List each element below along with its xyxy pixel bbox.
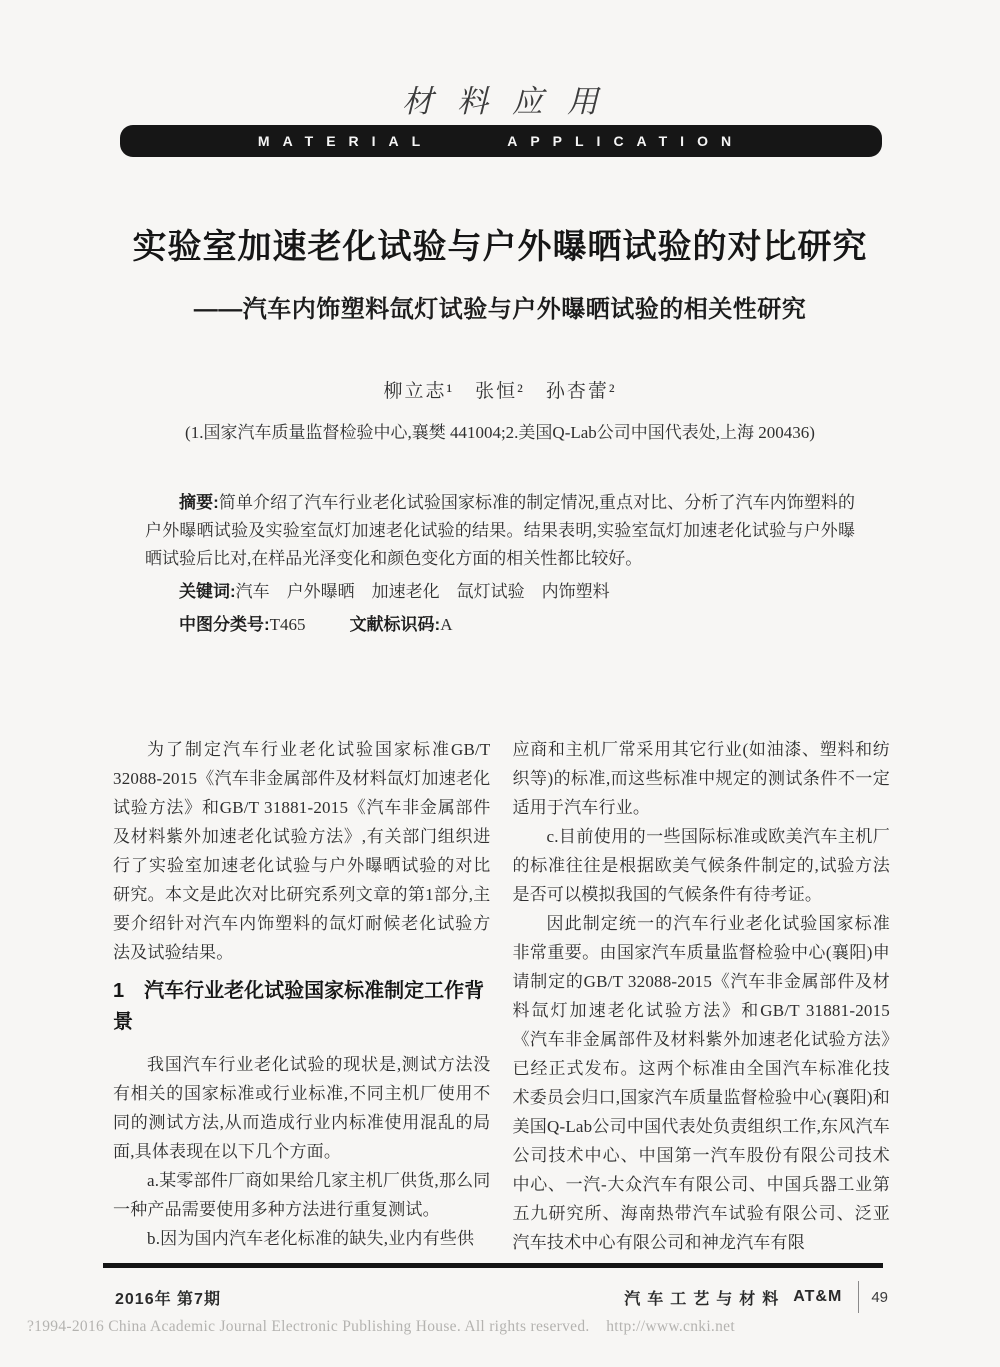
abstract-label: 摘要: xyxy=(179,493,219,512)
paragraph-status: 我国汽车行业老化试验的现状是,测试方法没有相关的国家标准或行业标准,不同主机厂使用不同的测试方法,从而造成行业内标准使用混乱的局面,具体表现在以下几个方面。 xyxy=(113,1055,491,1161)
section-band xyxy=(120,125,882,157)
body-columns xyxy=(113,735,890,1257)
copyright-line: ?1994-2016 China Academic Journal Electronic Publishing House. All rights reserved. http://www.cnki.net xyxy=(27,1318,735,1335)
paragraph-item-a: a.某零部件厂商如果给几家主机厂供货,那么同一种产品需要使用多种方法进行重复测试。 xyxy=(113,1171,491,1219)
footer-journal-name-en: AT&M xyxy=(793,1288,843,1305)
affiliation-line: (1.国家汽车质量监督检验中心,襄樊 441004;2.美国Q-Lab公司中国代表处,上海 200436) xyxy=(185,423,815,442)
article-subtitle: ——汽车内饰塑料氙灯试验与户外曝晒试验的相关性研究 xyxy=(193,296,807,323)
section-heading-1: 1 汽车行业老化试验国家标准制定工作背景 xyxy=(113,980,485,1033)
paragraph-item-b: b.因为国内汽车老化标准的缺失,业内有些供 xyxy=(147,1229,475,1248)
keywords-label: 关键词: xyxy=(179,582,236,601)
clc-value: T465 xyxy=(269,615,306,634)
keywords-line xyxy=(145,578,855,606)
band-word-material: MATERIAL xyxy=(257,133,434,149)
body-right-column xyxy=(513,735,891,1257)
keywords-text: 汽车 户外曝晒 加速老化 氙灯试验 内饰塑料 xyxy=(235,582,610,601)
column-head-calligraphy: 材料应用 xyxy=(402,84,622,120)
doc-code-value: A xyxy=(440,615,453,634)
paragraph-intro: 为了制定汽车行业老化试验国家标准GB/T 32088-2015《汽车非金属部件及材料氙灯加速老化试验方法》和GB/T 31881-2015《汽车非金属部件及材料紫外加速老化试验方法》,有关部门组织进行了实验室加速老化试验与户外曝晒试验的对比研究。本文是此次对比研究系列文章的第1部分,主要介绍针对汽车内饰塑料的氙灯耐候老化试验方法及试验结果。 xyxy=(113,740,491,962)
footer-journal-name-cn: 汽车工艺与材料 xyxy=(624,1290,786,1308)
page-number: 49 xyxy=(871,1288,888,1306)
footer xyxy=(115,1281,888,1313)
authors-line: 柳立志¹ 张恒² 孙杏蕾² xyxy=(383,381,617,402)
paragraph-item-b-cont: 应商和主机厂常采用其它行业(如油漆、塑料和纺织等)的标准,而这些标准中规定的测试条件不一定适用于汽车行业。 xyxy=(512,740,890,817)
body-left-column xyxy=(113,735,491,1257)
abstract-paragraph xyxy=(145,489,855,573)
band-word-application: APPLICATION xyxy=(507,133,745,149)
classification-line xyxy=(145,611,855,639)
footer-issue: 2016年 第7期 xyxy=(115,1290,221,1308)
footer-journal-block xyxy=(624,1281,888,1313)
abstract-text: 简单介绍了汽车行业老化试验国家标准的制定情况,重点对比、分析了汽车内饰塑料的户外曝晒试验及实验室氙灯加速老化试验的结果。结果表明,实验室氙灯加速老化试验与户外曝晒试验后比对,在样品光泽变化和颜色变化方面的相关性都比较好。 xyxy=(145,493,856,568)
clc-label: 中图分类号: xyxy=(179,615,270,634)
doc-code-label: 文献标识码: xyxy=(349,615,441,634)
abstract-block xyxy=(145,489,855,639)
article-title: 实验室加速老化试验与户外曝晒试验的对比研究 xyxy=(132,228,868,266)
footer-rule xyxy=(103,1263,883,1268)
paragraph-standards: 因此制定统一的汽车行业老化试验国家标准非常重要。由国家汽车质量监督检验中心(襄阳)申请制定的GB/T 32088-2015《汽车非金属部件及材料氙灯加速老化试验方法》和GB/T 31881-2015《汽车非金属部件及材料紫外加速老化试验方法》已经正式发布。这两个标准由全国汽车标准化技术委员会归口,国家汽车质量监督检验中心(襄阳)和美国Q-Lab公司中国代表处负责组织工作,东风汽车公司技术中心、中国第一汽车股份有限公司技术中心、一汽-大众汽车有限公司、中国兵器工业第五九研究所、海南热带汽车试验有限公司、泛亚汽车技术中心有限公司和神龙汽车有限 xyxy=(512,914,890,1252)
paragraph-item-c: c.目前使用的一些国际标准或欧美汽车主机厂的标准往往是根据欧美气候条件制定的,试验方法是否可以模拟我国的气候条件有待考证。 xyxy=(512,827,890,904)
page-number-divider xyxy=(858,1281,859,1313)
